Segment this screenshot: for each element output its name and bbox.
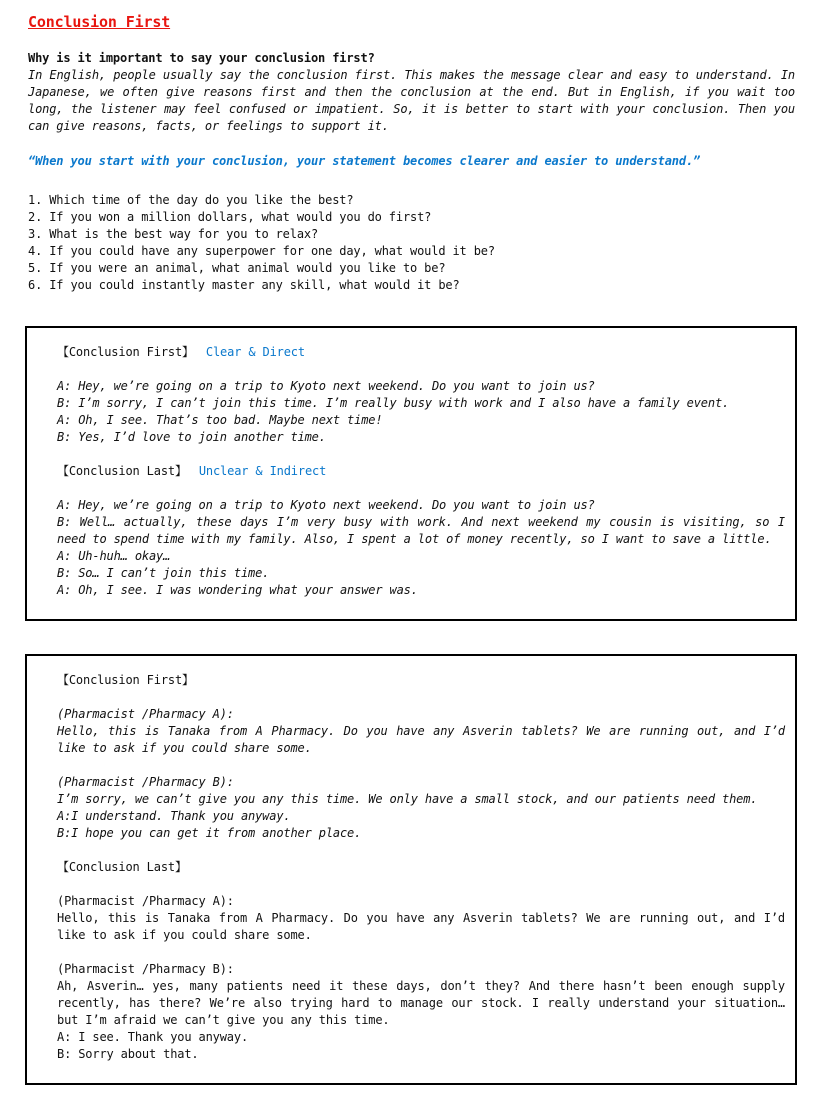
- discussion-questions: [28, 192, 795, 294]
- dialogue-lines: [57, 723, 785, 757]
- dialogue-line: A: Uh-huh… okay…: [57, 549, 171, 563]
- dialogue-line: B:I hope you can get it from another place.: [57, 826, 362, 840]
- dialogue-line: I’m sorry, we can’t give you any this time. We only have a small stock, and our patients need them.: [57, 792, 758, 806]
- speaker-label: (Pharmacist /Pharmacy A):: [57, 707, 234, 721]
- dialogue-line: A: Hey, we’re going on a trip to Kyoto next weekend. Do you want to join us?: [57, 379, 595, 393]
- dialogue-line: B: So… I can’t join this time.: [57, 566, 270, 580]
- dialogue-lines: [57, 791, 785, 842]
- dialogue-block: [57, 893, 785, 944]
- section-header-conclusion-last: [57, 859, 785, 876]
- page-title: Conclusion First: [28, 13, 171, 31]
- question-item: 4. If you could have any superpower for one day, what would it be?: [28, 244, 495, 258]
- dialogue-line: A:I understand. Thank you anyway.: [57, 809, 291, 823]
- intro-heading: Why is it important to say your conclusion first?: [28, 51, 375, 65]
- dialogue-block: [57, 774, 785, 842]
- dialogue-line: A: Oh, I see. That’s too bad. Maybe next time!: [57, 413, 383, 427]
- speaker-label: (Pharmacist /Pharmacy A):: [57, 894, 234, 908]
- pharmacy-dialogue-last: [57, 893, 785, 1063]
- dialogue-travel-first: [57, 378, 785, 446]
- dialogue-line: B: Yes, I’d love to join another time.: [57, 430, 326, 444]
- dialogue-travel-last: [57, 497, 785, 599]
- section-tag: Unclear & Indirect: [198, 464, 327, 478]
- section-header-conclusion-last: [57, 463, 785, 480]
- dialogue-line: Hello, this is Tanaka from A Pharmacy. Do you have any Asverin tablets? We are running out, and I’d like to ask if you could share some.: [57, 911, 785, 942]
- intro-paragraph: In English, people usually say the conclusion first. This makes the message clear and easy to understand. In Japanese, we often give reasons first and then the conclusion at the end. But in English, if you wait too long, the listener may feel confused or impatient. So, it is better to start with your conclusion. Then you can give reasons, facts, or feelings to support it.: [28, 68, 795, 133]
- section-label: 【Conclusion Last】: [57, 860, 187, 874]
- section-header-conclusion-first: [57, 672, 785, 689]
- dialogue-lines: [57, 910, 785, 944]
- dialogue-line: A: Hey, we’re going on a trip to Kyoto next weekend. Do you want to join us?: [57, 498, 595, 512]
- dialogue-line: B: I’m sorry, I can’t join this time. I’m really busy with work and I also have a family event.: [57, 396, 730, 410]
- speaker-label: (Pharmacist /Pharmacy B):: [57, 962, 234, 976]
- dialogue-line: B: Sorry about that.: [57, 1047, 199, 1061]
- dialogue-line: Ah, Asverin… yes, many patients need it these days, don’t they? And there hasn’t been enough supply recently, has there? We’re also trying hard to manage our stock. I really understand your situation… but I’m afraid we can’t give you any this time.: [57, 979, 785, 1027]
- dialogue-line: B: Well… actually, these days I’m very busy with work. And next weekend my cousin is visiting, so I need to spend time with my family. Also, I spent a lot of money recently, so I want to save a little.: [57, 515, 785, 546]
- section-label: 【Conclusion Last】: [57, 464, 187, 478]
- dialogue-box-pharmacy: [25, 654, 797, 1085]
- section-label: 【Conclusion First】: [57, 673, 194, 687]
- title-row: [28, 12, 795, 50]
- key-quote: “When you start with your conclusion, your statement becomes clearer and easier to understand.”: [28, 154, 701, 168]
- question-item: 6. If you could instantly master any skill, what would it be?: [28, 278, 460, 292]
- section-tag: Clear & Direct: [205, 345, 305, 359]
- section-header-conclusion-first: [57, 344, 785, 361]
- pharmacy-dialogue-first: [57, 706, 785, 842]
- dialogue-line: A: I see. Thank you anyway.: [57, 1030, 249, 1044]
- dialogue-block: [57, 706, 785, 757]
- question-item: 2. If you won a million dollars, what would you do first?: [28, 210, 432, 224]
- dialogue-block: [57, 961, 785, 1063]
- dialogue-box-travel: [25, 326, 797, 621]
- dialogue-lines: [57, 978, 785, 1063]
- section-label: 【Conclusion First】: [57, 345, 194, 359]
- question-item: 1. Which time of the day do you like the best?: [28, 193, 354, 207]
- speaker-label: (Pharmacist /Pharmacy B):: [57, 775, 234, 789]
- dialogue-line: A: Oh, I see. I was wondering what your answer was.: [57, 583, 418, 597]
- question-item: 5. If you were an animal, what animal would you like to be?: [28, 261, 446, 275]
- question-item: 3. What is the best way for you to relax?: [28, 227, 319, 241]
- dialogue-line: Hello, this is Tanaka from A Pharmacy. Do you have any Asverin tablets? We are running out, and I’d like to ask if you could share some.: [57, 724, 785, 755]
